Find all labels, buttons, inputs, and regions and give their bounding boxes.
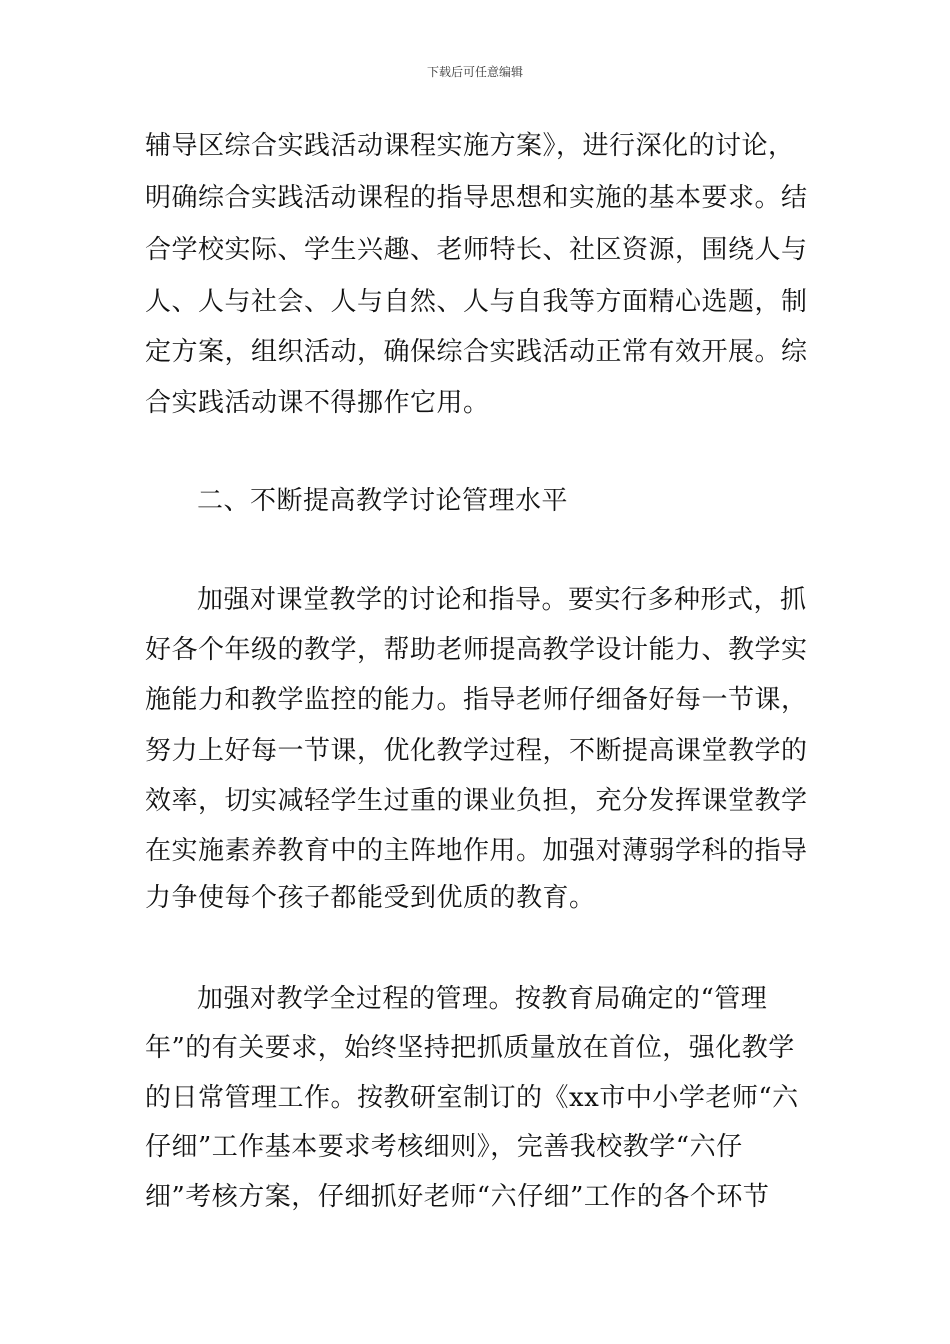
paragraph-line: 年”的有关要求，始终坚持把抓质量放在首位，强化教学 bbox=[145, 1033, 795, 1063]
paragraph-line: 定方案，组织活动，确保综合实践活动正常有效开展。综 bbox=[145, 337, 808, 367]
paragraph-line: 合学校实际、学生兴趣、老师特长、社区资源，围绕人与 bbox=[145, 235, 808, 265]
paragraph-line: 施能力和教学监控的能力。指导老师仔细备好每一节课， bbox=[145, 685, 808, 715]
section-heading: 二、不断提高教学讨论管理水平 bbox=[197, 486, 569, 516]
paragraph-line: 仔细”工作基本要求考核细则》，完善我校教学“六仔 bbox=[145, 1132, 743, 1162]
page-header: 下载后可任意编辑 bbox=[426, 65, 523, 79]
paragraph-line: 加强对课堂教学的讨论和指导。要实行多种形式，抓 bbox=[197, 585, 807, 615]
paragraph-line: 好各个年级的教学，帮助老师提高教学设计能力、教学实 bbox=[145, 635, 808, 665]
paragraph-line: 努力上好每一节课，优化教学过程，不断提高课堂教学的 bbox=[145, 736, 808, 766]
paragraph-line: 辅导区综合实践活动课程实施方案》，进行深化的讨论， bbox=[145, 131, 795, 161]
paragraph-line: 合实践活动课不得挪作它用。 bbox=[145, 388, 490, 418]
paragraph-line: 力争使每个孩子都能受到优质的教育。 bbox=[145, 883, 596, 913]
paragraph-line: 效率，切实减轻学生过重的课业负担，充分发挥课堂教学 bbox=[145, 786, 808, 816]
paragraph-line: 人、人与社会、人与自然、人与自我等方面精心选题，制 bbox=[145, 287, 808, 317]
paragraph-line: 明确综合实践活动课程的指导思想和实施的基本要求。结 bbox=[145, 183, 808, 213]
paragraph-line: 在实施素养教育中的主阵地作用。加强对薄弱学科的指导 bbox=[145, 836, 808, 866]
paragraph-line: 加强对教学全过程的管理。按教育局确定的“管理 bbox=[197, 984, 768, 1014]
paragraph-line: 细”考核方案，仔细抓好老师“六仔细”工作的各个环节 bbox=[145, 1182, 770, 1212]
paragraph-line: 的日常管理工作。按教研室制订的《xx市中小学老师“六 bbox=[145, 1083, 799, 1113]
